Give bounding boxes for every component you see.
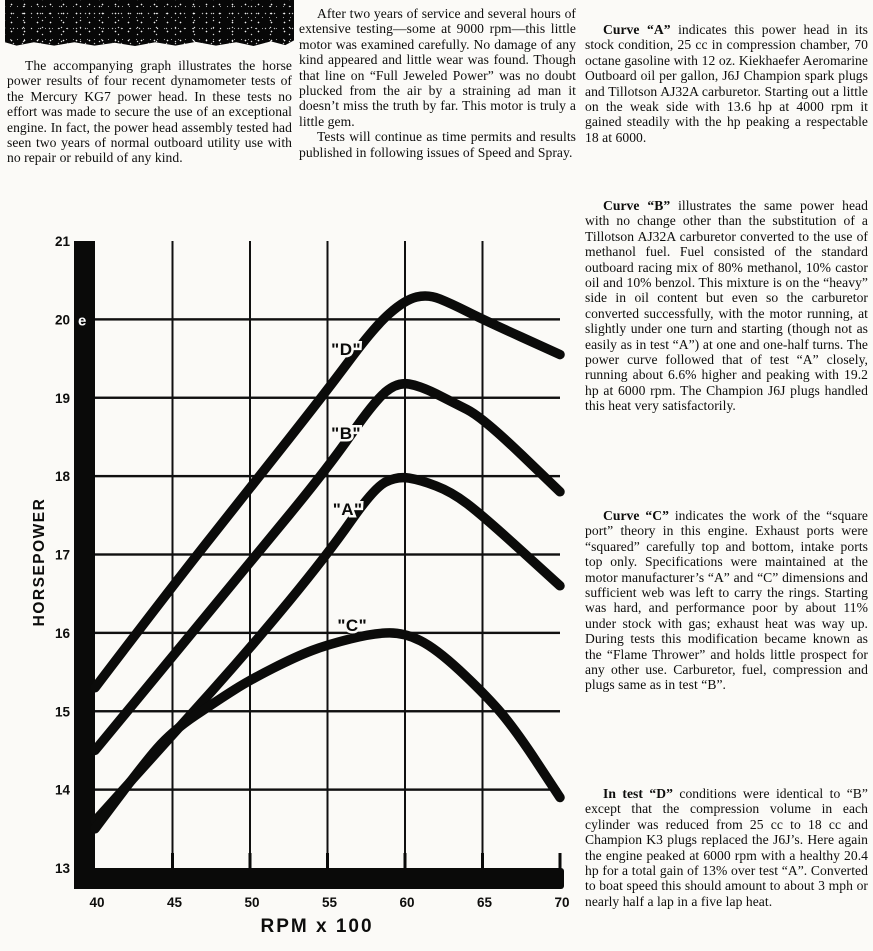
y-tick-label-17: 17 xyxy=(54,547,70,563)
y-tick-label-21: 21 xyxy=(54,234,70,249)
column-left xyxy=(7,58,292,166)
x-tick-label-40: 40 xyxy=(89,895,105,910)
curve-label-A: "A" xyxy=(332,500,363,520)
y-axis-title: HORSEPOWER xyxy=(31,497,48,627)
y-tick-label-14: 14 xyxy=(54,782,70,798)
v-gridline-65 xyxy=(482,241,484,868)
paragraph-curve-b xyxy=(585,198,868,414)
halftone-photo-fragment xyxy=(5,0,294,47)
paragraph-service: After two years of service and several hours of extensive testing—some at 9000 rpm—this little motor was examined carefully. No damage of any kind appeared and little wear was found. Though that line on “Full Jeweled Power” was no doubt plucked from the air by a straining ad man it doesn’t miss the truth by far. This motor is truly a little gem. xyxy=(299,6,576,129)
x-tick-60 xyxy=(404,853,407,869)
y-axis-bar xyxy=(74,241,95,889)
test-d-lead: In test “D” xyxy=(603,786,673,801)
x-tick-45 xyxy=(171,853,174,869)
x-tick-label-55: 55 xyxy=(321,895,338,910)
curve-a-lead: Curve “A” xyxy=(603,22,671,37)
x-tick-label-65: 65 xyxy=(476,895,493,910)
x-tick-65 xyxy=(481,853,484,869)
x-tick-label-45: 45 xyxy=(166,895,183,910)
horsepower-chart xyxy=(30,232,570,951)
paragraph-test-d xyxy=(585,786,868,909)
y-tick-label-20: 20 xyxy=(54,312,70,328)
paragraph-curve-a xyxy=(585,22,868,145)
x-axis-bar xyxy=(74,868,564,889)
x-tick-label-60: 60 xyxy=(399,895,415,910)
curve-label-B: "B" xyxy=(331,424,362,444)
paragraph-tests-continue: Tests will continue as time permits and results published in following issues of Speed and Spray. xyxy=(299,129,576,160)
y-tick-label-15: 15 xyxy=(54,704,70,720)
x-tick-label-70: 70 xyxy=(554,895,570,910)
test-d-text: conditions were identical to “B” except that the compression volume in each cylinder was reduced from 25 cc to 18 cc and Champion K3 plugs replaced the J6J’s. Here again the engine peaked at 6000 rpm with a healthy 20.4 hp for a total gain of 13% over test “A”. Converted to boat speed this should amount to about 3 mph or nearly half a lap in a five lap heat. xyxy=(585,786,868,909)
curve-c-lead: Curve “C” xyxy=(603,508,669,523)
x-tick-55 xyxy=(326,853,329,869)
x-axis-title: RPM x 100 xyxy=(260,916,374,937)
x-tick-50 xyxy=(249,853,252,869)
x-tick-label-50: 50 xyxy=(244,895,260,910)
x-tick-70 xyxy=(559,853,562,869)
curve-b-text: illustrates the same power head with no change other than the substitution of a Tillotson AJ32A carburetor converted to the use of methanol fuel. Fuel consisted of the standard outboard racing mix of 80% methanol, 10% castor oil and 10% benzol. This mixture is on the “heavy” side in oil content but even so the carburetor converted successfully, with the motor running, at slightly under one turn and starting (though not as easily as in test “A”) at one and one-half turns. The power curve followed that of test “A” closely, running about 6.6% higher and peaking with 19.2 hp at 6000 rpm. The Champion J6J plugs handled this heat very satisfactorily. xyxy=(585,198,868,414)
column-middle xyxy=(299,6,576,160)
curve-a-text: indicates this power head in its stock condition, 25 cc in compression chamber, 70 octane gasoline with 12 oz. Kiekhaefer Aeromarine Outboard oil per gallon, J6J Champion spark plugs and Tillotson AJ32A carburetor. Starting out a little on the weak side with 13.6 hp at 4000 rpm it gained steadily with the hp peaking a respectable 18 at 6000. xyxy=(585,22,868,145)
curve-b-lead: Curve “B” xyxy=(603,198,671,213)
y-tick-label-13: 13 xyxy=(54,861,70,876)
y-tick-label-16: 16 xyxy=(54,625,70,641)
curve-label-C: "C" xyxy=(337,616,368,636)
v-gridline-45 xyxy=(172,241,174,868)
paragraph-curve-c xyxy=(585,508,868,693)
curve-c-text: indicates the work of the “square port” theory in this engine. Exhaust ports were “squared” carefully top and bottom, intake ports top only. Specifications were maintained at the motor manufacturer’s “A” and “C” dimensions and sufficient web was left to carry the rings. Starting was hard, and performance poor by about 11% under stock with gas; exhaust heat was way up. During tests this modification became known as the “Flame Thrower” and holds little prospect for any other use. Carburetor, fuel, compression and plugs same as in test “B”. xyxy=(585,508,868,693)
paragraph-intro: The accompanying graph illustrates the horse power results of four recent dynamometer tests of the Mercury KG7 power head. In these tests no effort was made to secure the use of an exceptional engine. In fact, the power head assembly tested had seen two years of normal outboard utility use with no repair or rebuild of any kind. xyxy=(7,58,292,166)
chart-canvas xyxy=(30,232,570,951)
y-tick-label-19: 19 xyxy=(54,390,70,406)
y-tick-label-18: 18 xyxy=(54,469,70,485)
curve-label-D: "D" xyxy=(331,340,362,360)
v-gridline-60 xyxy=(404,241,406,868)
ink-artifact: e xyxy=(78,312,87,330)
